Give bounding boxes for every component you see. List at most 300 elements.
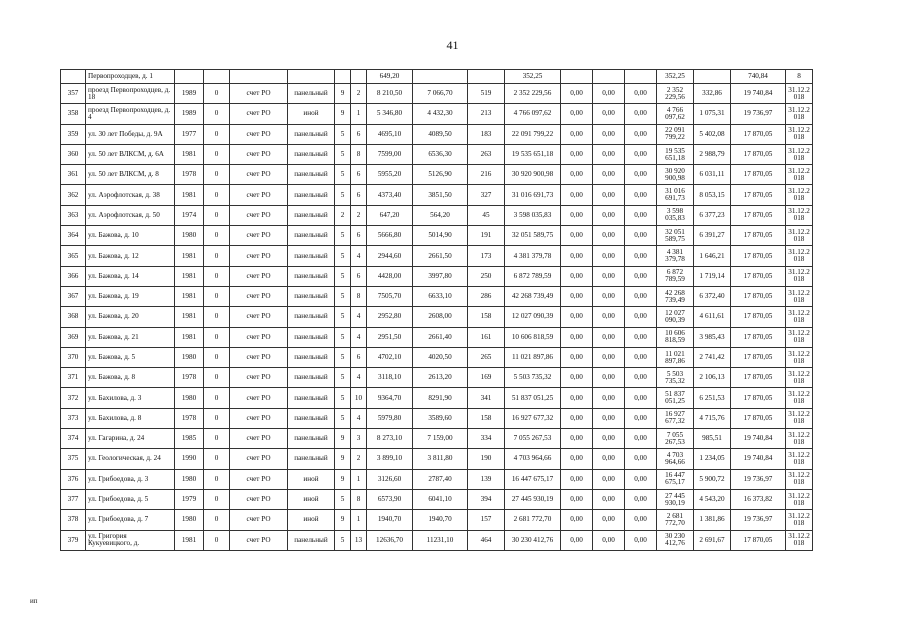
cell-fund: счет РО — [230, 266, 288, 286]
cell-fund: счет РО — [230, 408, 288, 428]
table-row — [61, 286, 813, 306]
table-row — [61, 327, 813, 347]
cell-a2: 2661,50 — [413, 246, 468, 266]
cell-cost: 19 535 651,18 — [505, 144, 561, 164]
cell-c3: 0 — [204, 368, 230, 388]
cell-n: 376 — [61, 469, 86, 489]
cell-en: 6 — [351, 266, 367, 286]
cell-fund: счет РО — [230, 327, 288, 347]
cell-year: 1985 — [175, 429, 204, 449]
cell-c3: 0 — [204, 347, 230, 367]
cell-addr: ул. Бажова, д. 5 — [86, 347, 175, 367]
cell-en: 3 — [351, 429, 367, 449]
cell-a1: 6573,90 — [367, 489, 413, 509]
cell-v3 — [625, 70, 657, 84]
cell-cost: 22 091 799,22 — [505, 124, 561, 144]
cell-lim: 17 870,05 — [731, 286, 786, 306]
cell-year: 1981 — [175, 307, 204, 327]
cell-n: 368 — [61, 307, 86, 327]
cell-v1: 0,00 — [561, 205, 593, 225]
cell-wall: панельный — [288, 165, 335, 185]
cell-c3: 0 — [204, 429, 230, 449]
cell-total: 2 681 772,70 — [657, 510, 694, 530]
cell-fund: счет РО — [230, 449, 288, 469]
cell-v3: 0,00 — [625, 429, 657, 449]
cell-total: 4 766 097,62 — [657, 104, 694, 124]
cell-en — [351, 70, 367, 84]
cell-addr: ул. Бажова, д. 19 — [86, 286, 175, 306]
cell-res: 157 — [468, 510, 505, 530]
cell-v3: 0,00 — [625, 408, 657, 428]
cell-en: 2 — [351, 205, 367, 225]
cell-total: 16 927 677,32 — [657, 408, 694, 428]
cell-v2: 0,00 — [593, 246, 625, 266]
cell-date: 31.12.2018 — [786, 347, 813, 367]
cell-wall: панельный — [288, 429, 335, 449]
cell-en: 4 — [351, 408, 367, 428]
cell-v2: 0,00 — [593, 286, 625, 306]
cell-a1: 12636,70 — [367, 530, 413, 550]
cell-fund: счет РО — [230, 347, 288, 367]
cell-res: 265 — [468, 347, 505, 367]
cell-spec: 5 900,72 — [694, 469, 731, 489]
table-row — [61, 104, 813, 124]
cell-c3: 0 — [204, 327, 230, 347]
cell-cost: 10 606 818,59 — [505, 327, 561, 347]
cell-n: 379 — [61, 530, 86, 550]
cell-spec: 5 402,08 — [694, 124, 731, 144]
cell-n: 378 — [61, 510, 86, 530]
cell-res: 213 — [468, 104, 505, 124]
cell-en: 2 — [351, 84, 367, 104]
cell-fl: 5 — [335, 327, 351, 347]
cell-res — [468, 70, 505, 84]
cell-year: 1977 — [175, 124, 204, 144]
cell-year: 1981 — [175, 246, 204, 266]
cell-year: 1990 — [175, 449, 204, 469]
cell-n: 375 — [61, 449, 86, 469]
cell-c3: 0 — [204, 205, 230, 225]
table-row — [61, 449, 813, 469]
cell-fund: счет РО — [230, 286, 288, 306]
cell-v1: 0,00 — [561, 449, 593, 469]
cell-v2: 0,00 — [593, 307, 625, 327]
cell-v1: 0,00 — [561, 489, 593, 509]
cell-cost: 16 447 675,17 — [505, 469, 561, 489]
cell-v1: 0,00 — [561, 266, 593, 286]
cell-fl: 5 — [335, 246, 351, 266]
cell-res: 169 — [468, 368, 505, 388]
cell-a1: 4695,10 — [367, 124, 413, 144]
cell-lim: 17 870,05 — [731, 388, 786, 408]
cell-a1: 3126,60 — [367, 469, 413, 489]
cell-v3: 0,00 — [625, 327, 657, 347]
cell-fund: счет РО — [230, 429, 288, 449]
cell-addr: ул. Бажова, д. 21 — [86, 327, 175, 347]
cell-c3: 0 — [204, 165, 230, 185]
cell-c3: 0 — [204, 469, 230, 489]
cell-wall — [288, 70, 335, 84]
cell-total: 5 503 735,32 — [657, 368, 694, 388]
cell-date: 31.12.2018 — [786, 205, 813, 225]
cell-total: 7 055 267,53 — [657, 429, 694, 449]
cell-wall: иной — [288, 104, 335, 124]
cell-fl: 9 — [335, 469, 351, 489]
cell-a2: 4089,50 — [413, 124, 468, 144]
cell-c3: 0 — [204, 84, 230, 104]
page-number: 41 — [446, 38, 459, 52]
cell-fl: 5 — [335, 144, 351, 164]
cell-spec: 1 719,14 — [694, 266, 731, 286]
cell-year: 1989 — [175, 104, 204, 124]
table-row — [61, 266, 813, 286]
cell-v2: 0,00 — [593, 124, 625, 144]
cell-v1: 0,00 — [561, 469, 593, 489]
cell-date: 8 — [786, 70, 813, 84]
cell-n: 369 — [61, 327, 86, 347]
cell-a2: 2608,00 — [413, 307, 468, 327]
cell-en: 4 — [351, 368, 367, 388]
cell-res: 216 — [468, 165, 505, 185]
cell-en: 4 — [351, 246, 367, 266]
cell-addr: ул. Бахилова, д. 3 — [86, 388, 175, 408]
cell-wall: панельный — [288, 408, 335, 428]
cell-en: 10 — [351, 388, 367, 408]
cell-v3: 0,00 — [625, 449, 657, 469]
cell-wall: панельный — [288, 226, 335, 246]
cell-fund: счет РО — [230, 144, 288, 164]
cell-wall: панельный — [288, 266, 335, 286]
cell-c3: 0 — [204, 124, 230, 144]
cell-c3: 0 — [204, 449, 230, 469]
cell-cost: 3 598 035,83 — [505, 205, 561, 225]
cell-res: 327 — [468, 185, 505, 205]
cell-lim: 17 870,05 — [731, 327, 786, 347]
cell-wall: панельный — [288, 246, 335, 266]
cell-en: 1 — [351, 469, 367, 489]
cell-addr: проезд Первопроходцев, д. 4 — [86, 104, 175, 124]
cell-v1: 0,00 — [561, 124, 593, 144]
cell-year: 1981 — [175, 185, 204, 205]
cell-n: 361 — [61, 165, 86, 185]
table-row — [61, 84, 813, 104]
cell-spec: 1 234,05 — [694, 449, 731, 469]
table-row — [61, 510, 813, 530]
cell-v2: 0,00 — [593, 205, 625, 225]
cell-n: 372 — [61, 388, 86, 408]
cell-wall: иной — [288, 510, 335, 530]
cell-a2: 2661,40 — [413, 327, 468, 347]
cell-date: 31.12.2018 — [786, 408, 813, 428]
cell-date: 31.12.2018 — [786, 84, 813, 104]
cell-v2: 0,00 — [593, 327, 625, 347]
cell-total: 11 021 897,86 — [657, 347, 694, 367]
table-row — [61, 165, 813, 185]
cell-total: 30 230 412,76 — [657, 530, 694, 550]
cell-wall: иной — [288, 469, 335, 489]
table-row — [61, 226, 813, 246]
table-row — [61, 408, 813, 428]
cell-total: 4 703 964,66 — [657, 449, 694, 469]
cell-wall: панельный — [288, 449, 335, 469]
cell-wall: панельный — [288, 205, 335, 225]
cell-v1: 0,00 — [561, 368, 593, 388]
cell-spec: 985,51 — [694, 429, 731, 449]
cell-a2: 4 432,30 — [413, 104, 468, 124]
cell-v1 — [561, 70, 593, 84]
cell-n — [61, 70, 86, 84]
cell-res: 286 — [468, 286, 505, 306]
cell-res: 191 — [468, 226, 505, 246]
cell-addr: ул. Бажова, д. 8 — [86, 368, 175, 388]
footer-mark: ип — [30, 597, 38, 605]
cell-spec: 4 543,20 — [694, 489, 731, 509]
cell-en: 6 — [351, 347, 367, 367]
cell-year: 1978 — [175, 408, 204, 428]
cell-n: 377 — [61, 489, 86, 509]
cell-fl: 5 — [335, 185, 351, 205]
cell-res: 190 — [468, 449, 505, 469]
cell-en: 8 — [351, 286, 367, 306]
cell-date: 31.12.2018 — [786, 226, 813, 246]
cell-a2: 2613,20 — [413, 368, 468, 388]
cell-lim: 17 870,05 — [731, 408, 786, 428]
cell-v3: 0,00 — [625, 144, 657, 164]
cell-spec: 2 988,79 — [694, 144, 731, 164]
cell-a2: 5014,90 — [413, 226, 468, 246]
cell-c3: 0 — [204, 266, 230, 286]
cell-total: 4 381 379,78 — [657, 246, 694, 266]
cell-v1: 0,00 — [561, 286, 593, 306]
cell-wall: панельный — [288, 530, 335, 550]
cell-lim: 17 870,05 — [731, 185, 786, 205]
cell-cost: 11 021 897,86 — [505, 347, 561, 367]
cell-date: 31.12.2018 — [786, 449, 813, 469]
cell-date: 31.12.2018 — [786, 368, 813, 388]
cell-cost: 30 920 900,98 — [505, 165, 561, 185]
cell-a2: 3589,60 — [413, 408, 468, 428]
cell-year: 1980 — [175, 510, 204, 530]
cell-a1: 4373,40 — [367, 185, 413, 205]
table-row — [61, 368, 813, 388]
cell-en: 6 — [351, 185, 367, 205]
cell-lim: 17 870,05 — [731, 368, 786, 388]
cell-v1: 0,00 — [561, 144, 593, 164]
cell-addr: Первопроходцев, д. 1 — [86, 70, 175, 84]
cell-total: 30 920 900,98 — [657, 165, 694, 185]
cell-fl: 5 — [335, 124, 351, 144]
cell-addr: ул. Грибоедова, д. 5 — [86, 489, 175, 509]
cell-c3: 0 — [204, 286, 230, 306]
cell-total: 19 535 651,18 — [657, 144, 694, 164]
cell-lim: 19 736,97 — [731, 469, 786, 489]
cell-spec: 6 372,40 — [694, 286, 731, 306]
cell-v1: 0,00 — [561, 530, 593, 550]
cell-fl: 5 — [335, 408, 351, 428]
cell-wall: панельный — [288, 327, 335, 347]
cell-addr: ул. Бажова, д. 14 — [86, 266, 175, 286]
cell-en: 8 — [351, 489, 367, 509]
cell-res: 519 — [468, 84, 505, 104]
cell-a1: 8 210,50 — [367, 84, 413, 104]
cell-wall: панельный — [288, 84, 335, 104]
cell-a2: 4020,50 — [413, 347, 468, 367]
cell-res: 341 — [468, 388, 505, 408]
cell-fl: 5 — [335, 388, 351, 408]
cell-fl: 5 — [335, 489, 351, 509]
cell-v3: 0,00 — [625, 104, 657, 124]
cell-cost: 2 352 229,56 — [505, 84, 561, 104]
cell-date: 31.12.2018 — [786, 185, 813, 205]
cell-year: 1981 — [175, 530, 204, 550]
cell-v3: 0,00 — [625, 185, 657, 205]
cell-spec — [694, 70, 731, 84]
cell-lim: 19 736,97 — [731, 510, 786, 530]
cell-wall: панельный — [288, 124, 335, 144]
cell-lim: 17 870,05 — [731, 307, 786, 327]
cell-a1: 5666,80 — [367, 226, 413, 246]
cell-date: 31.12.2018 — [786, 165, 813, 185]
cell-fund: счет РО — [230, 165, 288, 185]
cell-fl — [335, 70, 351, 84]
cell-addr: ул. Грибоедова, д. 3 — [86, 469, 175, 489]
cell-c3: 0 — [204, 246, 230, 266]
cell-fund: счет РО — [230, 226, 288, 246]
cell-v3: 0,00 — [625, 84, 657, 104]
table-row — [61, 489, 813, 509]
cell-fund: счет РО — [230, 307, 288, 327]
table-row — [61, 246, 813, 266]
cell-en: 1 — [351, 104, 367, 124]
cell-c3 — [204, 70, 230, 84]
table-row — [61, 388, 813, 408]
cell-v1: 0,00 — [561, 347, 593, 367]
cell-wall: панельный — [288, 144, 335, 164]
cell-addr: ул. Аэрофлотская, д. 50 — [86, 205, 175, 225]
cell-lim: 17 870,05 — [731, 165, 786, 185]
cell-v3: 0,00 — [625, 124, 657, 144]
cell-res: 464 — [468, 530, 505, 550]
cell-year: 1980 — [175, 388, 204, 408]
cell-v2: 0,00 — [593, 449, 625, 469]
cell-a1: 4702,10 — [367, 347, 413, 367]
cell-fl: 5 — [335, 347, 351, 367]
cell-c3: 0 — [204, 489, 230, 509]
cell-c3: 0 — [204, 144, 230, 164]
cell-total: 27 445 930,19 — [657, 489, 694, 509]
cell-res: 161 — [468, 327, 505, 347]
cell-a2: 5126,90 — [413, 165, 468, 185]
cell-date: 31.12.2018 — [786, 246, 813, 266]
cell-lim: 19 740,84 — [731, 84, 786, 104]
cell-wall: иной — [288, 489, 335, 509]
cell-year — [175, 70, 204, 84]
cell-v3: 0,00 — [625, 368, 657, 388]
table-row — [61, 429, 813, 449]
cell-fl: 5 — [335, 165, 351, 185]
cell-fl: 9 — [335, 510, 351, 530]
cell-year: 1980 — [175, 347, 204, 367]
cell-date: 31.12.2018 — [786, 104, 813, 124]
cell-v2: 0,00 — [593, 469, 625, 489]
cell-spec: 8 053,15 — [694, 185, 731, 205]
cell-wall: панельный — [288, 388, 335, 408]
cell-lim: 16 373,82 — [731, 489, 786, 509]
cell-date: 31.12.2018 — [786, 530, 813, 550]
cell-v3: 0,00 — [625, 530, 657, 550]
cell-res: 250 — [468, 266, 505, 286]
cell-date: 31.12.2018 — [786, 388, 813, 408]
cell-cost: 2 681 772,70 — [505, 510, 561, 530]
cell-n: 360 — [61, 144, 86, 164]
cell-en: 4 — [351, 327, 367, 347]
cell-date: 31.12.2018 — [786, 307, 813, 327]
cell-n: 370 — [61, 347, 86, 367]
cell-lim: 19 736,97 — [731, 104, 786, 124]
cell-total: 31 016 691,73 — [657, 185, 694, 205]
cell-fund: счет РО — [230, 104, 288, 124]
cell-n: 362 — [61, 185, 86, 205]
cell-date: 31.12.2018 — [786, 286, 813, 306]
cell-res: 183 — [468, 124, 505, 144]
cell-res: 158 — [468, 307, 505, 327]
cell-a1: 2951,50 — [367, 327, 413, 347]
cell-cost: 32 051 589,75 — [505, 226, 561, 246]
cell-c3: 0 — [204, 388, 230, 408]
cell-en: 13 — [351, 530, 367, 550]
cell-a1: 647,20 — [367, 205, 413, 225]
cell-fl: 5 — [335, 530, 351, 550]
cell-cost: 30 230 412,76 — [505, 530, 561, 550]
cell-spec: 2 741,42 — [694, 347, 731, 367]
cell-fund: счет РО — [230, 530, 288, 550]
cell-en: 6 — [351, 165, 367, 185]
cell-total: 12 027 090,39 — [657, 307, 694, 327]
cell-year: 1974 — [175, 205, 204, 225]
cell-v2: 0,00 — [593, 489, 625, 509]
cell-a2: 564,20 — [413, 205, 468, 225]
table-row — [61, 124, 813, 144]
cell-n: 364 — [61, 226, 86, 246]
cell-v3: 0,00 — [625, 489, 657, 509]
cell-fund: счет РО — [230, 124, 288, 144]
cell-date: 31.12.2018 — [786, 429, 813, 449]
cell-cost: 42 268 739,49 — [505, 286, 561, 306]
cell-v3: 0,00 — [625, 347, 657, 367]
cell-cost: 12 027 090,39 — [505, 307, 561, 327]
cell-lim: 17 870,05 — [731, 205, 786, 225]
cell-c3: 0 — [204, 185, 230, 205]
cell-year: 1981 — [175, 327, 204, 347]
cell-date: 31.12.2018 — [786, 327, 813, 347]
cell-fl: 5 — [335, 307, 351, 327]
cell-v2 — [593, 70, 625, 84]
cell-a1: 3 899,10 — [367, 449, 413, 469]
cell-spec: 6 031,11 — [694, 165, 731, 185]
cell-res: 139 — [468, 469, 505, 489]
cell-v2: 0,00 — [593, 510, 625, 530]
cell-addr: ул. 30 лет Победы, д. 9А — [86, 124, 175, 144]
cell-year: 1979 — [175, 489, 204, 509]
cell-cost: 16 927 677,32 — [505, 408, 561, 428]
cell-a2: 2787,40 — [413, 469, 468, 489]
cell-v2: 0,00 — [593, 104, 625, 124]
cell-date: 31.12.2018 — [786, 266, 813, 286]
cell-year: 1981 — [175, 144, 204, 164]
cell-n: 374 — [61, 429, 86, 449]
cell-total: 10 606 818,59 — [657, 327, 694, 347]
cell-c3: 0 — [204, 510, 230, 530]
